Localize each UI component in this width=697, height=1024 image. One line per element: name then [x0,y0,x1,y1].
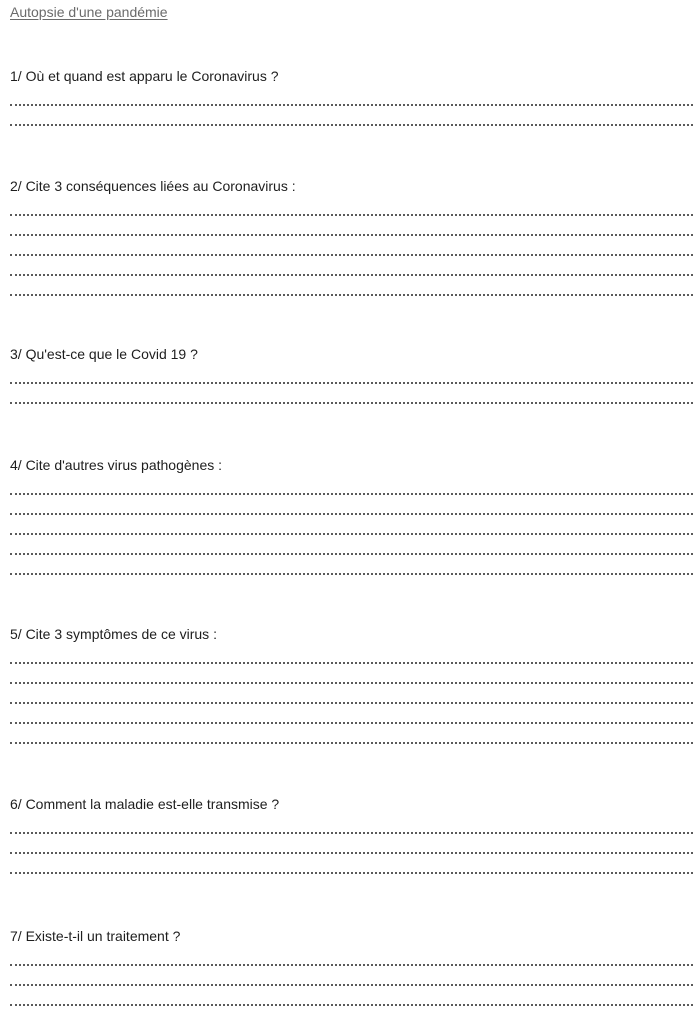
answer-line [10,124,693,126]
question-3: 3/ Qu'est-ce que le Covid 19 ? [10,346,198,362]
answer-line [10,573,693,575]
answer-line [10,234,693,236]
answer-line [10,662,693,664]
answer-line [10,402,693,404]
answer-line [10,742,693,744]
answer-line [10,104,693,106]
answer-line [10,872,693,874]
answer-line [10,214,693,216]
answer-line [10,533,693,535]
answer-line [10,513,693,515]
question-6: 6/ Comment la maladie est-elle transmise ? [10,796,280,812]
answer-line [10,832,693,834]
question-7: 7/ Existe-t-il un traitement ? [10,928,181,944]
answer-line [10,553,693,555]
answer-line [10,984,693,986]
answer-line [10,294,693,296]
question-1: 1/ Où et quand est apparu le Coronavirus ? [10,68,279,84]
answer-line [10,493,693,495]
document-title: Autopsie d'une pandémie [10,4,168,20]
question-5: 5/ Cite 3 symptômes de ce virus : [10,626,217,642]
answer-line [10,254,693,256]
answer-line [10,274,693,276]
answer-line [10,1004,693,1006]
question-4: 4/ Cite d'autres virus pathogènes : [10,457,223,473]
question-2: 2/ Cite 3 conséquences liées au Coronavirus : [10,178,296,194]
answer-line [10,382,693,384]
answer-line [10,702,693,704]
answer-line [10,722,693,724]
answer-line [10,852,693,854]
answer-line [10,682,693,684]
answer-line [10,964,693,966]
